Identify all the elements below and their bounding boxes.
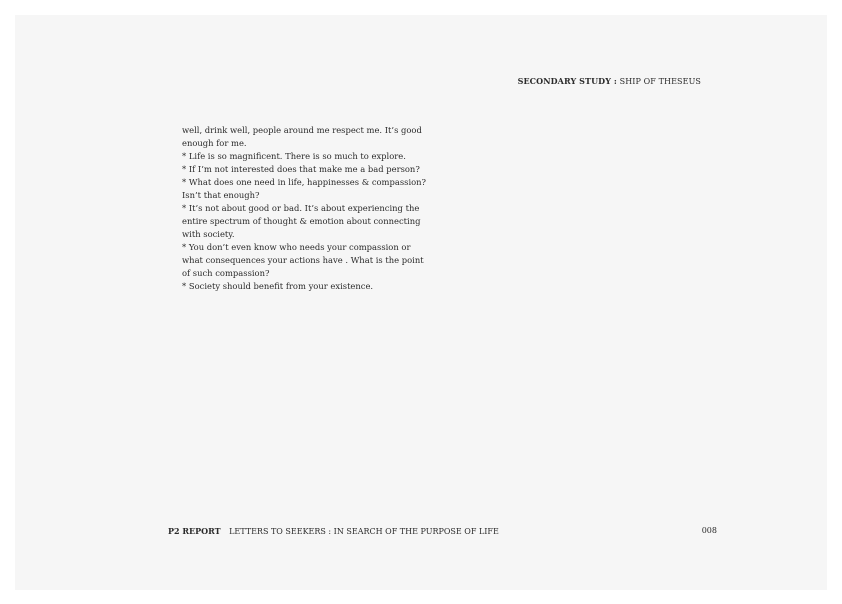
body-line: well, drink well, people around me respect me. It’s good	[182, 125, 422, 135]
footer-report-label: P2 REPORT	[168, 526, 221, 536]
body-line: * You don’t even know who needs your compassion or	[182, 242, 411, 252]
page-number: 008	[701, 526, 717, 535]
body-line: entire spectrum of thought & emotion about connecting	[182, 216, 421, 226]
footer-title: LETTERS TO SEEKERS : IN SEARCH OF THE PURPOSE OF LIFE	[229, 527, 499, 536]
body-line: Isn’t that enough?	[182, 190, 260, 200]
header-label: SECONDARY STUDY :	[517, 76, 617, 86]
body-line: what consequences your actions have . What is the point	[182, 255, 424, 265]
body-line: of such compassion?	[182, 268, 270, 278]
page-header	[518, 76, 701, 86]
body-line: with society.	[182, 229, 235, 239]
body-line: * It’s not about good or bad. It’s about experiencing the	[182, 203, 420, 213]
body-line: * Life is so magnificent. There is so much to explore.	[182, 151, 406, 161]
body-line: enough for me.	[182, 138, 247, 148]
body-line: * Society should benefit from your existence.	[182, 281, 374, 291]
body-line: * If I’m not interested does that make me a bad person?	[182, 164, 420, 174]
header-title: SHIP OF THESEUS	[619, 77, 701, 86]
page-footer	[168, 526, 499, 536]
body-text	[182, 124, 427, 293]
body-line: * What does one need in life, happinesses & compassion?	[182, 177, 427, 187]
document-page	[15, 15, 827, 590]
